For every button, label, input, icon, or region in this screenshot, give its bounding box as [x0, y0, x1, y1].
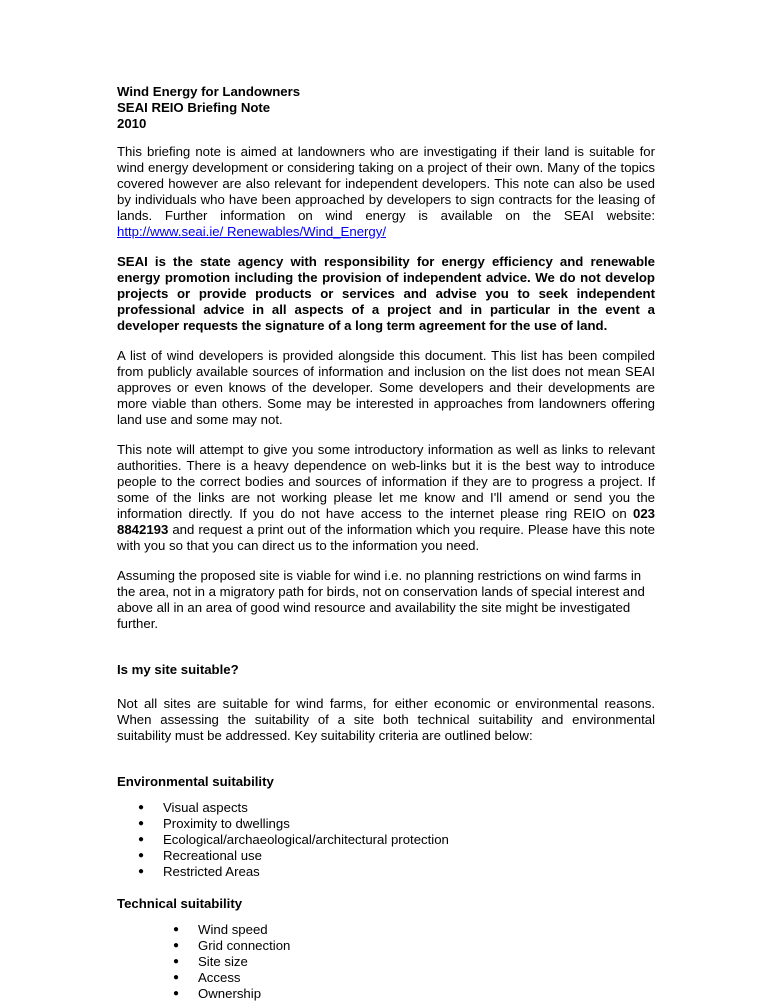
note-text-before: This note will attempt to give you some introductory information as well as links to relevant authorities. There is a heavy dependence on web-links but it is the best way to introduce people to the correct bodies and sources of information if they are to progress a project. If some of the links are not working please let me know and I'll amend or send you the information directly. If you do not have access to the internet please ring REIO on	[117, 442, 655, 521]
list-item	[117, 816, 655, 832]
list-item-label: Access	[198, 970, 241, 985]
document-year: 2010	[117, 116, 147, 131]
list-item-label: Ownership	[198, 986, 262, 1001]
list-item-label: Ecological/archaeological/architectural protection	[163, 832, 449, 847]
note-paragraph	[117, 442, 655, 554]
document-title: Wind Energy for Landowners	[117, 84, 301, 99]
document-body	[117, 84, 655, 1002]
list-item-label: Recreational use	[163, 848, 262, 863]
list-item	[117, 848, 655, 864]
list-item	[117, 986, 655, 1002]
bullet-icon: ●	[173, 988, 180, 999]
bullet-icon: ●	[138, 834, 145, 845]
bullet-icon: ●	[173, 940, 180, 951]
developers-list-paragraph: A list of wind developers is provided alongside this document. This list has been compiled from publicly available sources of information and inclusion on the list does not mean SEAI approves or even knows of the developer. Some developers and their developments are more viable than others. Some may be interested in approaches from landowners offering land use and some may not.	[117, 348, 655, 427]
seai-website-link[interactable]: http://www.seai.ie/ Renewables/Wind_Energy/	[117, 224, 387, 239]
list-item	[117, 832, 655, 848]
bullet-icon: ●	[138, 850, 145, 861]
intro-paragraph	[117, 144, 655, 240]
list-item	[117, 938, 655, 954]
list-item-label: Restricted Areas	[163, 864, 260, 879]
environmental-criteria-list	[117, 800, 655, 880]
disclaimer-paragraph: SEAI is the state agency with responsibility for energy efficiency and renewable energy promotion including the provision of independent advice. We do not develop projects or provide products or services and advise you to seek independent professional advice in all aspects of a project and in particular in the event a developer requests the signature of a long term agreement for the use of land.	[117, 254, 655, 333]
list-item-label: Grid connection	[198, 938, 291, 953]
bullet-icon: ●	[173, 972, 180, 983]
technical-criteria-list	[117, 922, 655, 1002]
title-block	[117, 84, 655, 132]
list-item	[117, 970, 655, 986]
list-item	[117, 922, 655, 938]
assumption-paragraph: Assuming the proposed site is viable for wind i.e. no planning restrictions on wind farms in the area, not in a migratory path for birds, not on conservation lands of special interest and above all in an area of good wind resource and availability the site might be investigated further.	[117, 568, 645, 631]
note-text-after: and request a print out of the information which you require. Please have this note with you so that you can direct us to the information you need.	[117, 522, 655, 553]
bullet-icon: ●	[138, 866, 145, 877]
intro-text: This briefing note is aimed at landowners who are investigating if their land is suitable for wind energy development or considering taking on a project of their own. Many of the topics covered however are also relevant for independent developers. This note can also be used by individuals who have been approached by developers to sign contracts for the leasing of lands. Further information on wind energy is available on the SEAI website:	[117, 144, 655, 223]
list-item-label: Proximity to dwellings	[163, 816, 290, 831]
bullet-icon: ●	[138, 802, 145, 813]
list-item	[117, 954, 655, 970]
list-item-label: Site size	[198, 954, 248, 969]
technical-suitability-heading: Technical suitability	[117, 896, 243, 911]
site-suitability-paragraph: Not all sites are suitable for wind farms, for either economic or environmental reasons. When assessing the suitability of a site both technical suitability and environmental suitability must be addressed. Key suitability criteria are outlined below:	[117, 696, 655, 743]
list-item-label: Visual aspects	[163, 800, 248, 815]
bullet-icon: ●	[173, 956, 180, 967]
list-item-label: Wind speed	[198, 922, 268, 937]
list-item	[117, 800, 655, 816]
bullet-icon: ●	[173, 924, 180, 935]
document-subtitle: SEAI REIO Briefing Note	[117, 100, 271, 115]
bullet-icon: ●	[138, 818, 145, 829]
reio-phone-number: 023 8842193	[117, 506, 655, 537]
site-suitability-heading: Is my site suitable?	[117, 662, 239, 677]
environmental-suitability-heading: Environmental suitability	[117, 774, 274, 789]
list-item	[117, 864, 655, 880]
